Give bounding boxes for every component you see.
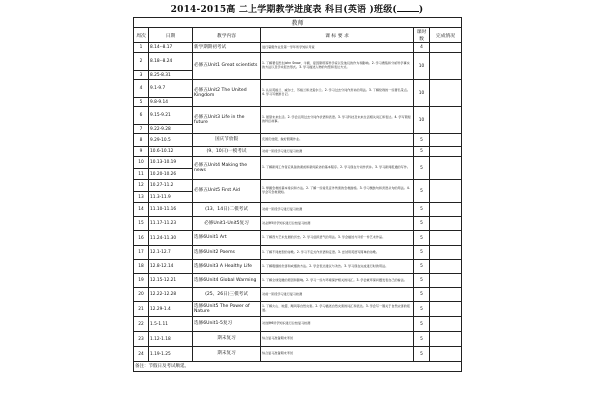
table-row	[134, 217, 462, 231]
col-hours: 课时数	[414, 28, 430, 43]
week-cell: 21	[134, 302, 149, 317]
done-cell	[430, 217, 462, 231]
date-cell: 11.17-11.23	[149, 217, 193, 231]
hours-cell: 5	[414, 157, 430, 180]
requirements-cell: 1. 了解著名医生John Snow、牛顿、爱因斯坦等科学家以及他们的作为和影响。2. 学习搜集和分析科学事实的方法以及学术报告形式。3. 学习描述人物的句型和表达方式。	[261, 53, 414, 80]
done-cell	[430, 274, 462, 288]
content-cell: 必修Unit1-Unit5复习	[193, 217, 261, 231]
requirements-cell: 1. 掌握急救的基本常识和方法。2. 了解一些常见意外伤害的急救措施。3. 学习倒装句和宾语从句的用法。4. 学会写急救须知。	[261, 180, 414, 203]
requirements-cell: 1. 展望未来生活。2. 学会运用过去分词作状语和表语。3. 学习科技及未来生活相关词汇和表达。4. 学写简短的科幻故事。	[261, 107, 414, 134]
done-cell	[430, 53, 462, 80]
table-row	[134, 260, 462, 274]
table-row	[134, 107, 462, 125]
table-row	[134, 43, 462, 53]
schedule-sheet	[133, 4, 461, 372]
content-cell: 选修6Unit5 The Power of Nature	[193, 302, 261, 317]
date-cell: 11.24-11.30	[149, 231, 193, 246]
schedule-table	[133, 17, 462, 372]
content-cell: 必修五Unit3 Life in the future	[193, 107, 261, 134]
hours-cell: 10	[414, 107, 430, 134]
date-cell: 9.29-10.5	[149, 134, 193, 147]
table-row	[134, 203, 462, 217]
content-cell: 选修6Unit4 Global Warming	[193, 274, 261, 288]
class-blank	[397, 11, 419, 12]
content-cell: 选修6Unit3 A Healthy Life	[193, 260, 261, 274]
hours-cell: 5	[414, 231, 430, 246]
done-cell	[430, 134, 462, 147]
date-cell: 10.13-10.19	[149, 157, 193, 169]
week-cell: 20	[134, 288, 149, 302]
content-cell: 选修6Unit2 Poems	[193, 246, 261, 260]
date-cell: 10.6-10.12	[149, 147, 193, 157]
done-cell	[430, 203, 462, 217]
table-row	[134, 231, 462, 246]
date-cell: 9.1-9.7	[149, 80, 193, 98]
date-cell: 8.18--8.24	[149, 53, 193, 71]
hours-cell: 4	[414, 43, 430, 53]
requirements-cell: 1. 了解新闻工作者应具备的素质和新闻采访的基本程序。2. 学习现在分词作宾补。3. 学习新闻报道的写作。	[261, 157, 414, 180]
date-cell: 10.27-11.2	[149, 180, 193, 192]
week-cell: 5	[134, 98, 149, 107]
date-cell: 1.5-1.11	[149, 317, 193, 332]
hours-cell: 5	[414, 246, 430, 260]
teacher-header-row	[134, 18, 462, 28]
week-cell: 17	[134, 246, 149, 260]
hours-cell: 5	[414, 260, 430, 274]
week-cell: 11	[134, 169, 149, 180]
requirements-cell: 综合复习准备期末考试	[261, 332, 414, 347]
week-cell: 8	[134, 134, 149, 147]
date-cell: 12.15-12.21	[149, 274, 193, 288]
table-row	[134, 157, 462, 169]
week-cell: 18	[134, 260, 149, 274]
teacher-label: 教师	[134, 18, 462, 28]
date-cell: 12.22-12.28	[149, 288, 193, 302]
requirements-cell: 1. 认识英格兰、威尔士、苏格兰和北爱尔兰。2. 学习过去分词作宾补的用法。3. 了解伦敦的一些著名景点。4. 学习写旅游日记。	[261, 80, 414, 107]
requirements-cell: 庆国庆放假，做好假期作业。	[261, 134, 414, 147]
requirements-cell: 对选修6所学知识进行总结复习检测	[261, 317, 414, 332]
week-cell: 10	[134, 157, 149, 169]
col-date: 日期	[149, 28, 193, 43]
column-header-row	[134, 28, 462, 43]
date-cell: 9.15-9.21	[149, 107, 193, 125]
date-cell: 1.19-1.25	[149, 347, 193, 362]
hours-cell: 5	[414, 302, 430, 317]
week-cell: 16	[134, 231, 149, 246]
done-cell	[430, 347, 462, 362]
done-cell	[430, 147, 462, 157]
content-cell: 必修五Unit4 Making the news	[193, 157, 261, 180]
table-row	[134, 332, 462, 347]
date-cell: 11.10-11.16	[149, 203, 193, 217]
hours-cell: 5	[414, 147, 430, 157]
week-cell: 22	[134, 317, 149, 332]
table-row	[134, 80, 462, 98]
content-cell: 选修6Unit1 Art	[193, 231, 261, 246]
week-cell: 2	[134, 53, 149, 71]
table-row	[134, 347, 462, 362]
footer-note: 备注：节假日及考试顺延。	[134, 362, 462, 372]
hours-cell: 10	[414, 80, 430, 107]
date-cell: 8.25-8.31	[149, 71, 193, 80]
hours-cell: 5	[414, 332, 430, 347]
week-cell: 4	[134, 80, 149, 98]
col-requirements: 课 标 要 求	[261, 28, 414, 43]
requirements-cell: 1. 了解火山、地震、飓风等自然灾害。2. 学习描述自然灾害的词汇和表达。3. 学会写一篇关于自然灾害的报道。	[261, 302, 414, 317]
hours-cell: 5	[414, 317, 430, 332]
requirements-cell: 1. 了解吸烟的危害和戒烟的方法。2. 学会表达建议与劝告。3. 学习现在完成进行时的用法。	[261, 260, 414, 274]
date-cell: 10.20-10.26	[149, 169, 193, 180]
hours-cell: 5	[414, 217, 430, 231]
content-cell: 必修五Unit5 First Aid	[193, 180, 261, 203]
content-cell: 国庆节放假	[193, 134, 261, 147]
week-cell: 3	[134, 71, 149, 80]
done-cell	[430, 317, 462, 332]
title-text: 2014-2015高 二上学期教学进度表 科目(英语 )班级(	[170, 5, 397, 15]
done-cell	[430, 107, 462, 134]
table-row	[134, 302, 462, 317]
requirements-cell: 综合复习准备期末考试	[261, 347, 414, 362]
done-cell	[430, 180, 462, 203]
done-cell	[430, 43, 462, 53]
week-cell: 19	[134, 274, 149, 288]
col-content: 教学内容	[193, 28, 261, 43]
hours-cell: 5	[414, 274, 430, 288]
hours-cell: 5	[414, 134, 430, 147]
col-done: 完成情况	[430, 28, 462, 43]
done-cell	[430, 246, 462, 260]
title-end: )	[418, 5, 424, 15]
content-cell: 必修五Unit1 Great scientists	[193, 53, 261, 80]
date-cell: 12.1-12.7	[149, 246, 193, 260]
table-row	[134, 53, 462, 71]
requirements-cell: 进行暑假作业及第一学年所学知识考查	[261, 43, 414, 53]
date-cell: 1.12-1.18	[149, 332, 193, 347]
content-cell: 期末复习	[193, 332, 261, 347]
requirements-cell: 1. 了解全球变暖的原因和影响。2. 学习一些与环境保护相关的词汇。3. 学会就环保问题发表自己的看法。	[261, 274, 414, 288]
week-cell: 24	[134, 347, 149, 362]
week-cell: 9	[134, 147, 149, 157]
content-cell: 期末复习	[193, 347, 261, 362]
hours-cell: 10	[414, 53, 430, 80]
week-cell: 12	[134, 180, 149, 192]
content-cell: (25、26日)三模考试	[193, 288, 261, 302]
col-week: 周次	[134, 28, 149, 43]
week-cell: 15	[134, 217, 149, 231]
requirements-cell: 对前一阶段学习进行复习检测	[261, 203, 414, 217]
hours-cell: 5	[414, 180, 430, 203]
table-row	[134, 180, 462, 192]
week-cell: 7	[134, 125, 149, 134]
table-row	[134, 274, 462, 288]
done-cell	[430, 288, 462, 302]
schedule-body	[134, 43, 462, 362]
week-cell: 14	[134, 203, 149, 217]
hours-cell: 5	[414, 288, 430, 302]
week-cell: 6	[134, 107, 149, 125]
table-row	[134, 288, 462, 302]
hours-cell: 5	[414, 203, 430, 217]
content-cell: 选修6Unit1-5复习	[193, 317, 261, 332]
done-cell	[430, 332, 462, 347]
date-cell: 12.29-1.4	[149, 302, 193, 317]
done-cell	[430, 157, 462, 180]
date-cell: 12.8-12.14	[149, 260, 193, 274]
requirements-cell: 对前一阶段学习进行复习检测	[261, 147, 414, 157]
requirements-cell: 1. 了解西方艺术发展的历史。2. 学习虚拟语气的用法。3. 学会描述与评价一件艺术作品。	[261, 231, 414, 246]
content-cell: (13、14日)二模考试	[193, 203, 261, 217]
week-cell: 13	[134, 192, 149, 203]
date-cell: 11.3-11.9	[149, 192, 193, 203]
table-row	[134, 134, 462, 147]
footer-row	[134, 362, 462, 372]
content-cell: 必修五Unit2 The United Kingdom	[193, 80, 261, 107]
requirements-cell: 对必修5所学知识进行总结复习检测	[261, 217, 414, 231]
hours-cell: 5	[414, 347, 430, 362]
done-cell	[430, 80, 462, 107]
content-cell: 新学期期初考试	[193, 43, 261, 53]
done-cell	[430, 260, 462, 274]
requirements-cell: 对前一阶段学习进行复习检测	[261, 288, 414, 302]
content-cell: (9、10日)一模考试	[193, 147, 261, 157]
done-cell	[430, 231, 462, 246]
done-cell	[430, 302, 462, 317]
date-cell: 9.22-9.28	[149, 125, 193, 134]
document-title	[133, 4, 461, 17]
table-row	[134, 147, 462, 157]
date-cell: 8.14--8.17	[149, 43, 193, 53]
requirements-cell: 1. 了解不同类型的诗歌。2. 学习不定式作宾语和定语。3. 尝试用英语写简单的诗歌。	[261, 246, 414, 260]
week-cell: 23	[134, 332, 149, 347]
date-cell: 9.8-9.14	[149, 98, 193, 107]
week-cell: 1	[134, 43, 149, 53]
table-row	[134, 246, 462, 260]
table-row	[134, 317, 462, 332]
